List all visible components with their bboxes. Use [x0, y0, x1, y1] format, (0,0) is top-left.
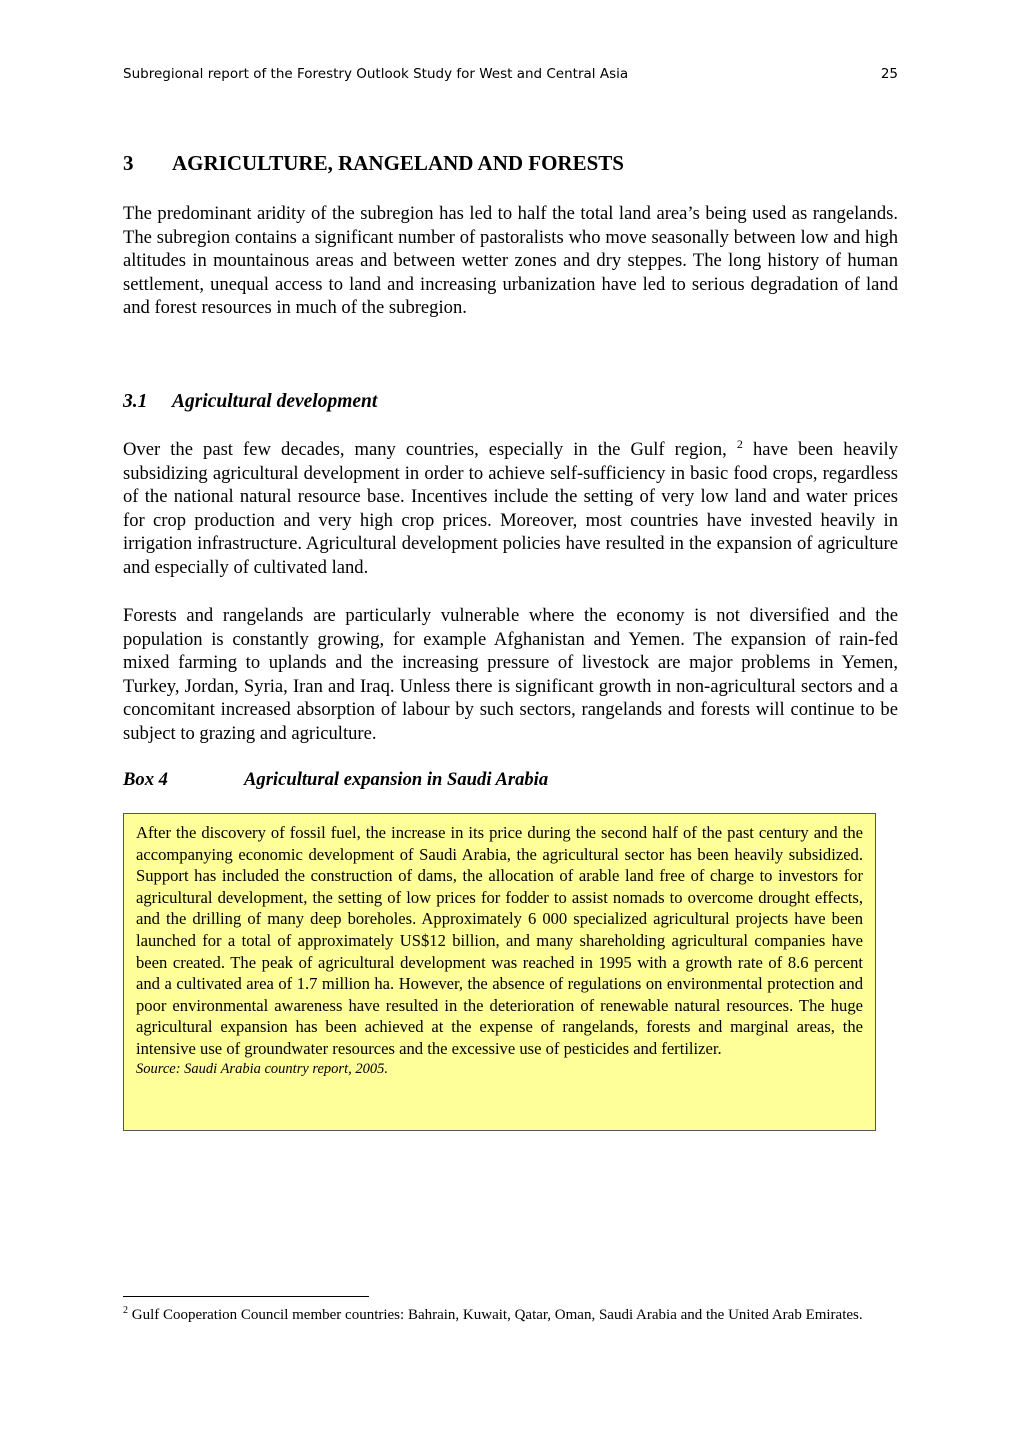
chapter-title: AGRICULTURE, RANGELAND AND FORESTS: [172, 151, 624, 175]
box-label: Box 4: [123, 769, 168, 790]
page-number: 25: [880, 66, 898, 82]
section-number: 3.1: [123, 391, 148, 412]
box-source: Source: Saudi Arabia country report, 2005.: [136, 1060, 388, 1077]
section-heading: [123, 391, 377, 413]
chapter-intro-paragraph: The predominant aridity of the subregion has led to half the total land area’s being used as rangelands. The subregion contains a significant number of pastoralists who move seasonally between low and high altitudes in mountainous areas and between wetter zones and dry steppes. The long history of human settlement, unequal access to land and increasing urbanization have led to serious degradation of land and forest resources in much of the subregion.: [123, 203, 898, 319]
section-title: Agricultural development: [172, 391, 378, 412]
text-box: [123, 813, 876, 1131]
footnote-ref[interactable]: 2: [736, 437, 743, 451]
footnote: [123, 1305, 898, 1325]
paragraph-text: have been heavily subsidizing agricultural development in order to achieve self-sufficiency in basic food crops, regardless of the national natural resource base. Incentives include the setting of very low land and water prices for crop production and very high crop prices. Moreover, most countries have invested heavily in irrigation infrastructure. Agricultural development policies have resulted in the expansion of agriculture and especially of cultivated land.: [123, 439, 899, 578]
box-title: Agricultural expansion in Saudi Arabia: [244, 769, 549, 790]
box-heading: [123, 769, 548, 791]
footnote-number: 2: [123, 1305, 128, 1316]
footnote-divider: [123, 1296, 369, 1297]
section-paragraph-2: Forests and rangelands are particularly vulnerable where the economy is not diversified and the population is constantly growing, for example Afghanistan and Yemen. The expansion of rain-fed mixed farming to uplands and the increasing pressure of livestock are major problems in Yemen, Turkey, Jordan, Syria, Iran and Iraq. Unless there is significant growth in non-agricultural sectors and a concomitant increased absorption of labour by such sectors, rangelands and forests will continue to be subject to grazing and agriculture.: [123, 605, 898, 744]
box-text: After the discovery of fossil fuel, the increase in its price during the second half of the past century and the accompanying economic development of Saudi Arabia, the agricultural sector has been heavily subsidized. Support has included the construction of dams, the allocation of arable land free of charge to investors for agricultural development, the setting of low prices for fodder to assist nomads to overcome drought effects, and the drilling of many deep boreholes. Approximately 6 000 specialized agricultural projects have been launched for a total of approximately US$12 billion, and many shareholding agricultural companies have been created. The peak of agricultural development was reached in 1995 with a growth rate of 8.6 percent and a cultivated area of 1.7 million ha. However, the absence of regulations on environmental protection and poor environmental awareness have resulted in the deterioration of renewable natural resources. The huge agricultural expansion has been achieved at the expense of rangelands, forests and marginal areas, the intensive use of groundwater resources and the excessive use of pesticides and fertilizer.: [136, 823, 863, 1058]
running-header: [123, 66, 898, 82]
chapter-number: 3: [123, 151, 134, 175]
section-paragraph-1: [123, 438, 898, 580]
paragraph-text: Over the past few decades, many countries, especially in the Gulf region,: [123, 439, 737, 460]
chapter-heading: [123, 151, 624, 176]
footnote-text: Gulf Cooperation Council member countries: Bahrain, Kuwait, Qatar, Oman, Saudi Arabia and the United Arab Emirates.: [131, 1307, 863, 1323]
running-title: Subregional report of the Forestry Outlook Study for West and Central Asia: [123, 66, 629, 82]
